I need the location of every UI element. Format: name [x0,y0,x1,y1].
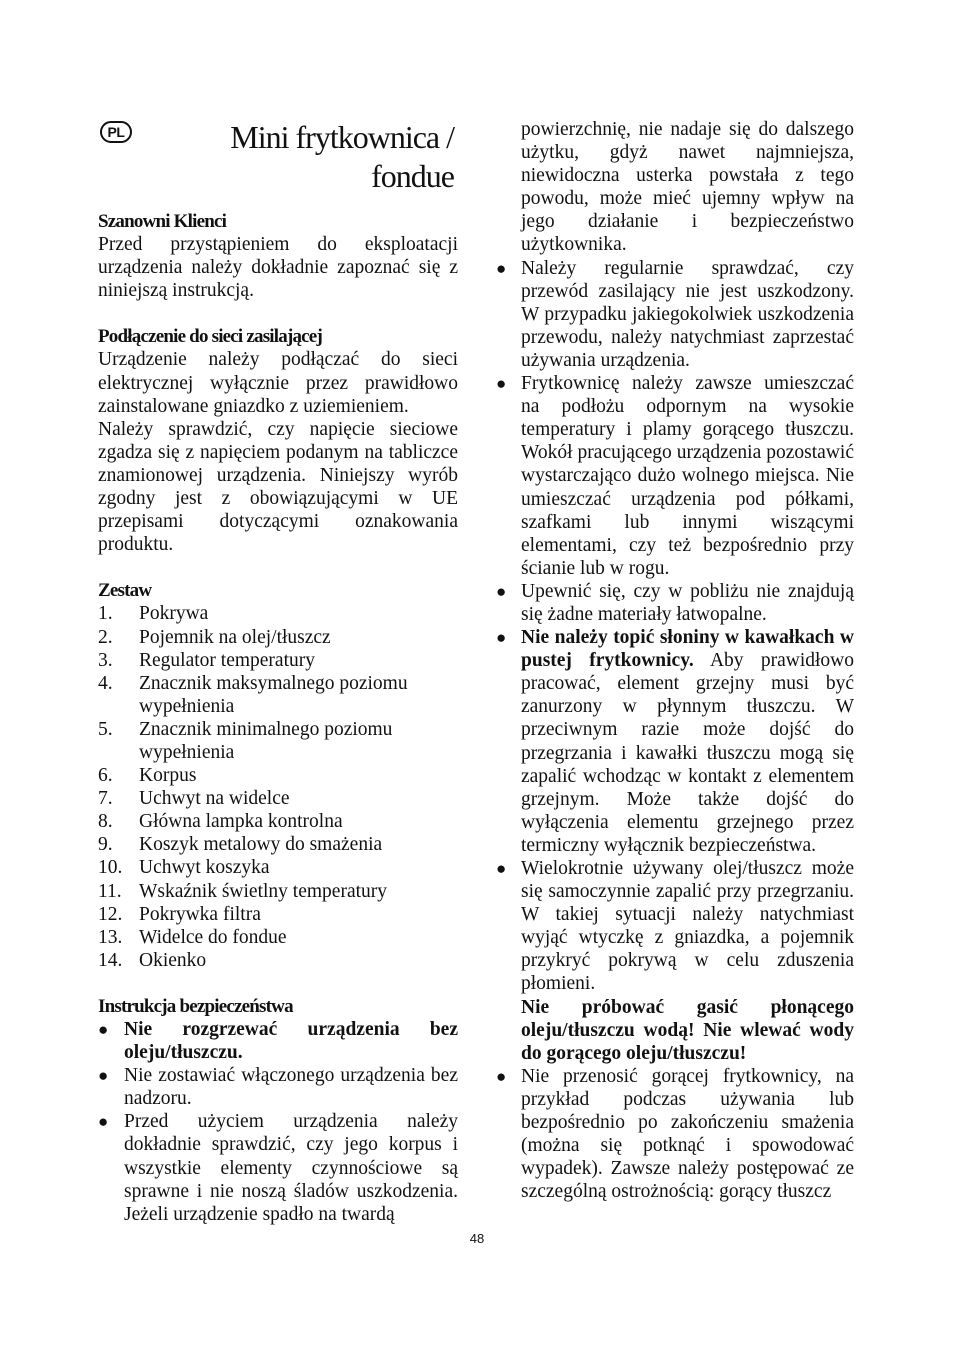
power-paragraph-2: Należy sprawdzić, czy napięcie sieciowe zgadza się z napięciem podanym na tabliczce znamionowej urządzenia. Niniejszy wyrób zgodny jest z obowiązującymi w UE przepisami dotyczącymi oznakowania produktu. [98,418,458,556]
item-text: Okienko [139,949,207,971]
list-item [98,1018,458,1064]
kit-heading: Zestaw [98,580,152,602]
safety-heading: Instrukcja bezpieczeństwa [98,995,293,1017]
item-bold-text: Nie rozgrzewać urządzenia bez oleju/tłuszczu. [124,1019,458,1064]
item-text: Widelce do fondue [139,926,287,948]
safety-list-left [98,1018,458,1226]
item-text: Uchwyt koszyka [139,857,270,879]
list-item [98,649,458,672]
list-item [496,1065,854,1204]
list-item [98,833,458,856]
language-badge: PL [100,121,132,143]
item-number: 11. [98,880,122,902]
item-text: Wskaźnik świetlny temperatury [139,880,388,902]
item-text: Znacznik maksymalnego poziomu wypełnienia [139,672,408,717]
list-item [98,602,458,625]
power-heading: Podłączenie do sieci zasilającej [98,326,322,348]
list-item [98,949,458,972]
bullet-icon: ● [98,1066,109,1086]
item-number: 14. [98,949,123,971]
item-text: Koszyk metalowy do smażenia [139,834,383,856]
intro-heading: Szanowni Klienci [98,211,227,232]
list-item [98,718,458,764]
list-item [98,880,458,903]
list-item [98,810,458,833]
right-column [496,118,854,1203]
item-number: 2. [98,626,113,648]
title-line-2: fondue [371,158,454,194]
item-text: Wielokrotnie używany olej/tłuszcz może się samoczynnie zapalić przy przegrzaniu. W takiej sytuacji należy natychmiast wyjąć wtyczkę z gniazdka, a pojemnik przykryć pokrywą w celu zduszenia płomieni. [521,858,854,995]
item-text: Pojemnik na olej/tłuszcz [139,626,331,648]
list-item [98,626,458,649]
list-item [496,257,854,372]
intro-text: Przed przystąpieniem do eksploatacji urządzenia należy dokładnie zapoznać się z niniejszą instrukcją. [98,234,458,302]
fire-warning: Nie próbować gasić płonącego oleju/tłuszczu wodą! Nie wlewać wody do gorącego oleju/tłuszczu! [521,996,854,1064]
list-item [98,1110,458,1225]
item-text: Korpus [139,765,197,787]
list-item [98,672,458,718]
title-line-1: Mini frytkownica / [230,119,454,155]
item-text: Pokrywa [139,603,209,625]
bullet-icon: ● [496,258,507,278]
safety-list-right [496,257,854,1204]
parts-list [98,602,458,972]
list-item [98,1064,458,1110]
item-number: 8. [98,811,113,833]
item-number: 12. [98,903,123,925]
item-number: 1. [98,603,113,625]
item-text: Nie zostawiać włączonego urządzenia bez nadzoru. [124,1065,458,1110]
item-text: Główna lampka kontrolna [139,811,343,833]
item-text: Nie przenosić gorącej frytkownicy, na przykład podczas używania lub bezpośrednio po zakończeniu smażenia (można się potknąć i spowodować wypadek). Zawsze należy postępować ze szczególną ostrożnością: gorący tłuszcz [521,1065,854,1203]
bullet-icon: ● [496,581,507,601]
item-number: 10. [98,857,123,879]
list-item [98,926,458,949]
list-item [98,856,458,879]
item-number: 13. [98,926,123,948]
item-text: Upewnić się, czy w pobliżu nie znajdują się żadne materiały łatwopalne. [521,580,854,625]
bullet-icon: ● [496,859,507,878]
item-number: 5. [98,718,113,740]
item-text: Regulator temperatury [139,649,315,671]
item-bold-text: Nie należy topić słoniny w kawałkach w pustej frytkownicy. [521,627,854,672]
item-text: Aby prawidłowo pracować, element grzejny musi być zanurzony w płynnym tłuszczu. W przeciwnym razie może dojść do przegrzania i kawałki tłuszczu mogą się zapalić wchodząc w kontakt z elementem grzejnym. Może także dojść do wyłączenia elementu grzejnego przez termiczny wyłącznik bezpieczeństwa. [521,650,854,856]
power-paragraph-1: Urządzenie należy podłączać do sieci elektrycznej wyłącznie przez prawidłowo zainstalowane gniazdko z uziemieniem. [98,349,458,417]
list-item [98,903,458,926]
list-item [98,787,458,810]
item-text: Pokrywka filtra [139,903,261,925]
list-item [496,626,854,857]
item-text: Znacznik minimalnego poziomu wypełnienia [139,718,393,763]
item-text: Uchwyt na widelce [139,788,290,810]
item-text: Należy regularnie sprawdzać, czy przewód zasilający nie jest uszkodzony. W przypadku jakiegokolwiek uszkodzenia przewodu, należy natychmiast zaprzestać używania urządzenia. [521,257,854,371]
item-number: 4. [98,672,113,694]
item-number: 9. [98,834,113,856]
bullet-icon: ● [496,374,507,394]
item-number: 6. [98,765,113,787]
list-item [496,372,854,580]
list-item [496,580,854,626]
continued-text: powierzchnię, nie nadaje się do dalszego użytku, gdyż nawet najmniejsza, niewidoczna usterka powstała z tego powodu, może mieć ujemny wpływ na jego działanie i bezpieczeństwo użytkownika. [521,119,854,256]
item-number: 7. [98,788,113,810]
item-text: Przed użyciem urządzenia należy dokładnie sprawdzić, czy jego korpus i wszystkie elementy czynnościowe są sprawne i nie noszą śladów uszkodzenia. Jeżeli urządzenie spadło na twardą [124,1111,458,1225]
bullet-icon: ● [98,1112,109,1132]
bullet-icon: ● [496,628,507,648]
bullet-icon: ● [496,1066,507,1086]
page-number: 48 [469,1231,485,1246]
list-item [496,857,854,1065]
item-number: 3. [98,649,113,671]
left-column [98,118,458,1226]
item-text: Frytkownicę należy zawsze umieszczać na podłożu odpornym na wysokie temperatury i plamy gorącego tłuszczu. Wokół pracującego urządzenia pozostawić wystarczająco dużo wolnego miejsca. Nie umieszczać urządzenia pod półkami, szafkami lub innymi wiszącymi elementami, czy też bezpośrednio przy ścianie lub w rogu. [521,373,854,579]
bullet-icon: ● [98,1020,109,1039]
list-item [98,764,458,787]
